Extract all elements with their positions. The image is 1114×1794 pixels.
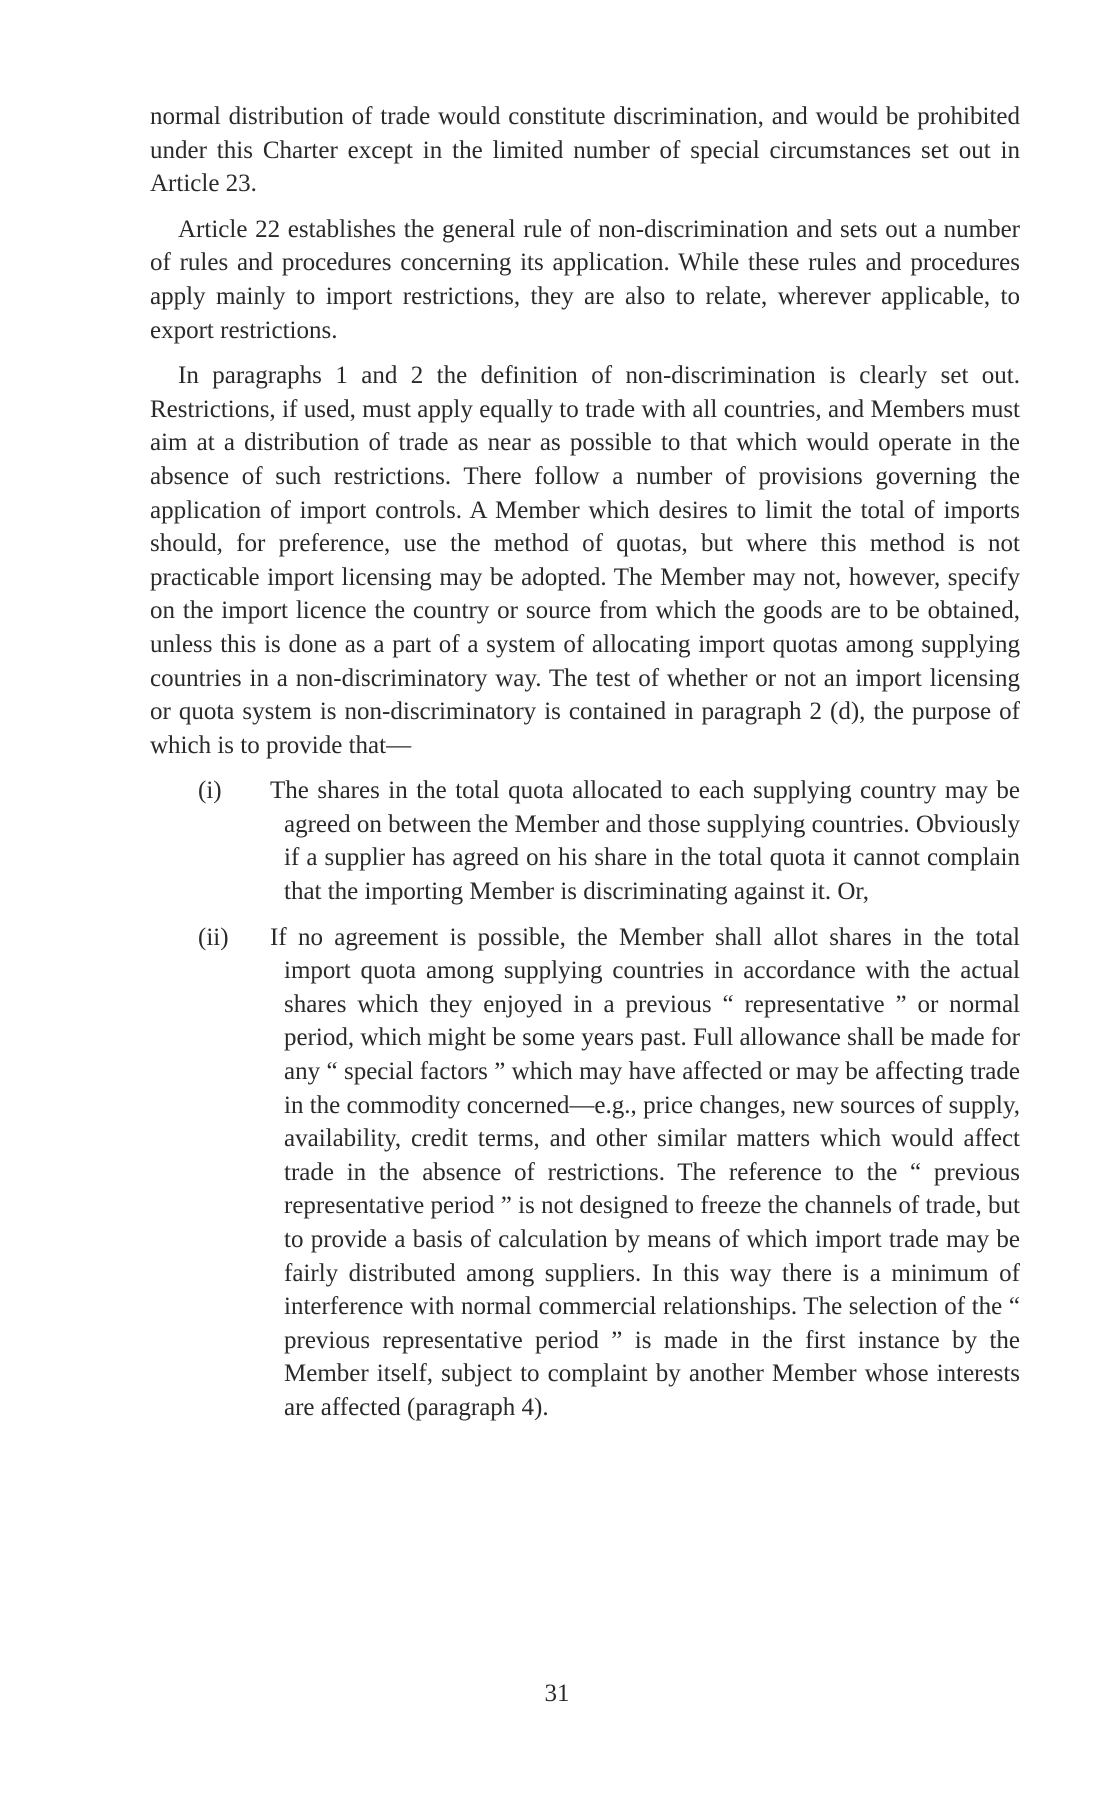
document-page (150, 100, 1020, 1437)
list-item-text: The shares in the total quota allocated to each supplying country may be agreed on between the Member and those supplying countries. Obviously if a supplier has agreed on his share in the total quota it cannot complain that the importing Member is discriminating against it. Or, (270, 777, 1020, 906)
list-item-i (150, 774, 1020, 908)
list-item-text: If no agreement is possible, the Member shall allot shares in the total import quota among supplying countries in accordance with the actual shares which they enjoyed in a previous “ representative ” or normal period, which might be some years past. Full allowance shall be made for any “ special factors ” which may have affected or may be affecting trade in the commodity concerned—e.g., price changes, new sources of supply, availability, credit terms, and other similar matters which would affect trade in the absence of restrictions. The reference to the “ previous representative period ” is not designed to freeze the channels of trade, but to provide a basis of calculation by means of which import trade may be fairly distributed among suppliers. In this way there is a minimum of interference with normal commercial relationships. The selection of the “ previous representative period ” is made in the first instance by the Member itself, subject to complaint by another Member whose interests are affected (paragraph 4). (270, 923, 1020, 1421)
paragraph-article-22: Article 22 establishes the general rule of non-discrimination and sets out a number of rules and procedures concerning its application. While these rules and procedures apply mainly to import restrictions, they are also to relate, wherever applicable, to export restrictions. (150, 215, 1020, 344)
paragraph-continuation: normal distribution of trade would constitute discrimination, and would be prohibited under this Charter except in the limited number of special circumstances set out in Article 23. (150, 103, 1020, 198)
list-marker: (ii) (198, 923, 229, 951)
list-item-ii (150, 921, 1020, 1425)
list-marker: (i) (198, 777, 222, 805)
page-number: 31 (544, 1680, 570, 1707)
paragraph-definition: In paragraphs 1 and 2 the definition of non-discrimination is clearly set out. Restrictions, if used, must apply equally to trade with all countries, and Members must aim at a distribution of trade as near as possible to that which would operate in the absence of such restrictions. There follow a number of provisions governing the application of import controls. A Member which desires to limit the total of imports should, for preference, use the method of quotas, but where this method is not practicable import licensing may be adopted. The Member may not, however, specify on the import licence the country or source from which the goods are to be obtained, unless this is done as a part of a system of allocating import quotas among supplying countries in a non-discriminatory way. The test of whether or not an import licensing or quota system is non-discriminatory is contained in paragraph 2 (d), the purpose of which is to provide that— (150, 362, 1020, 759)
